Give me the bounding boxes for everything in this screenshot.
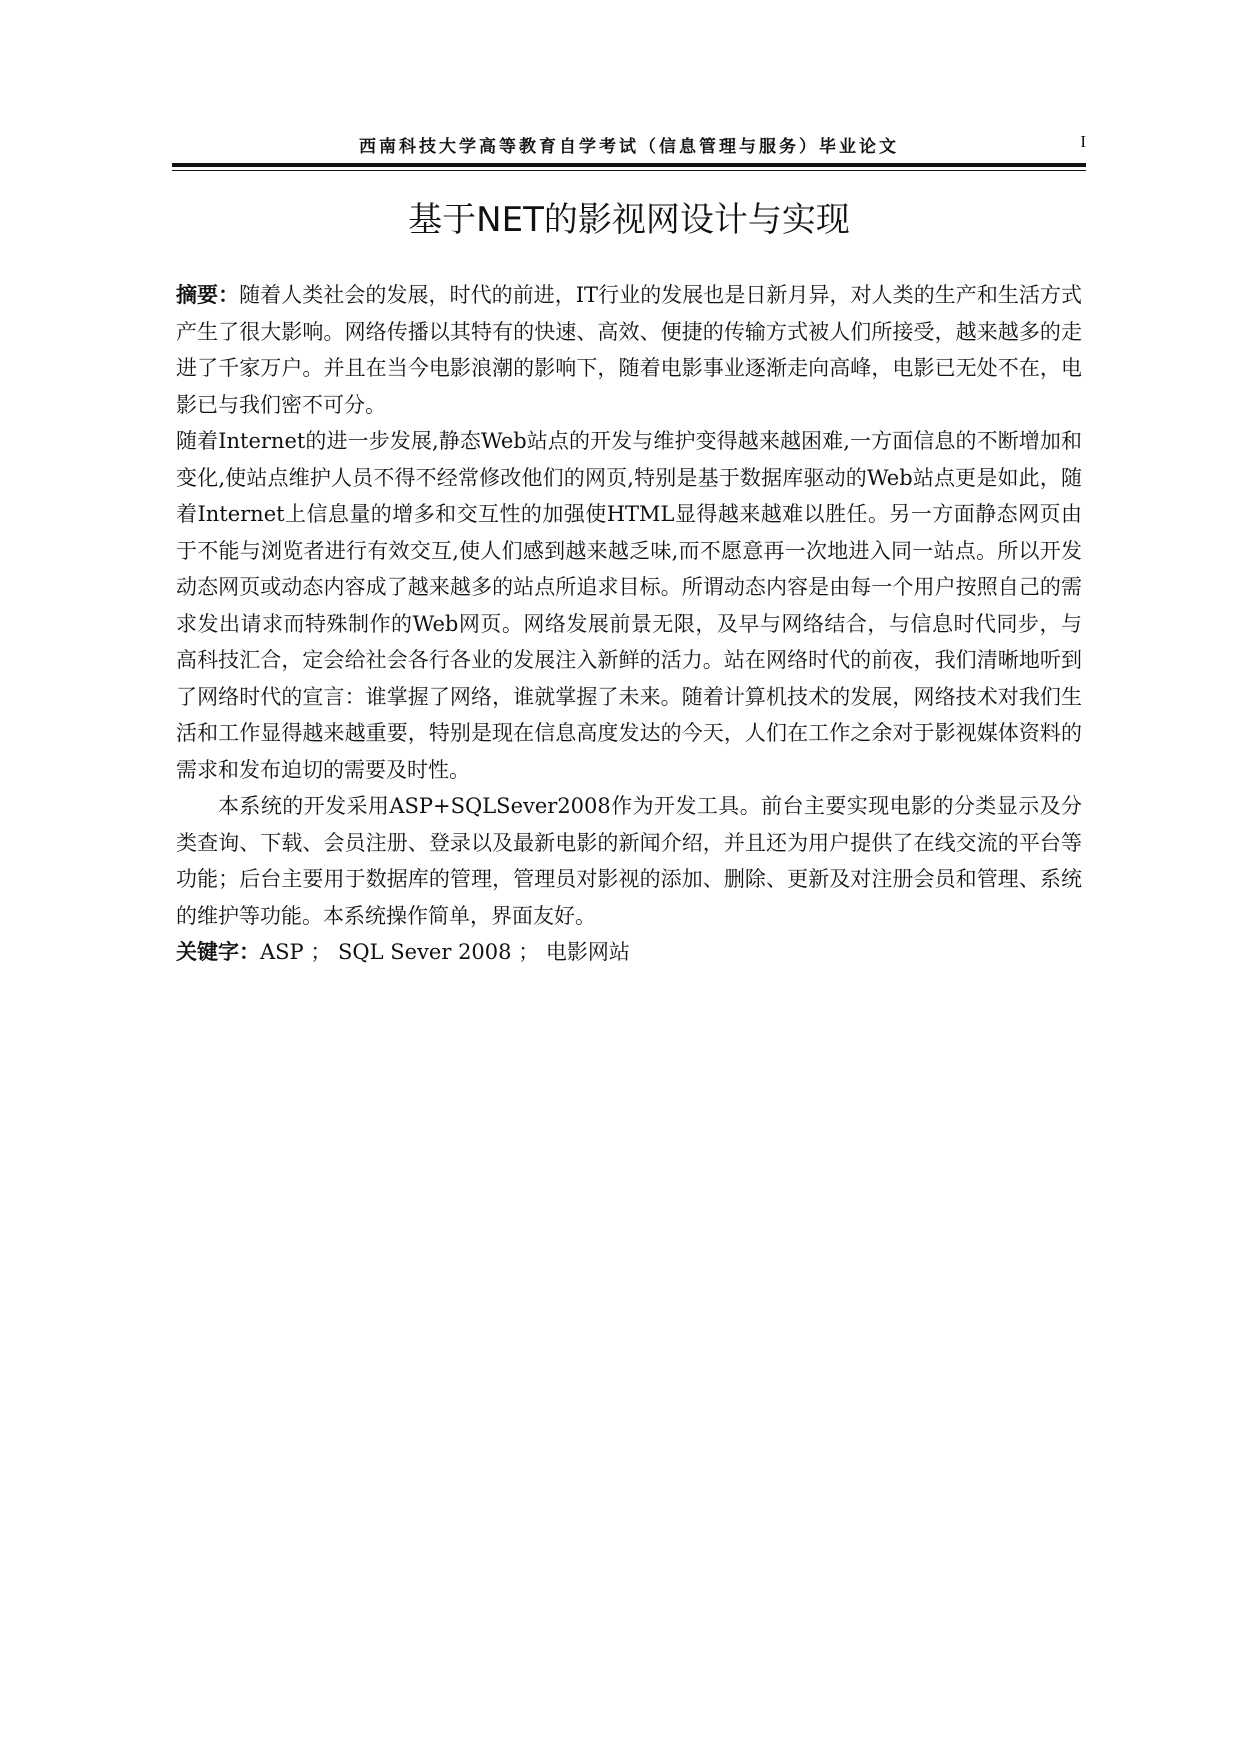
abstract-paragraph-2: 随着Internet的进一步发展,静态Web站点的开发与维护变得越来越困难,一方面信息的不断增加和变化,使站点维护人员不得不经常修改他们的网页,特别是基于数据库驱动的Web站点更是如此，随着Internet上信息量的增多和交互性的加强使HTML显得越来越难以胜任。另一方面静态网页由于不能与浏览者进行有效交互,使人们感到越来越乏味,而不愿意再一次地进入同一站点。所以开发动态网页或动态内容成了越来越多的站点所追求目标。所谓动态内容是由每一个用户按照自己的需求发出请求而特殊制作的Web网页。网络发展前景无限，及早与网络结合，与信息时代同步，与高科技汇合，定会给社会各行各业的发展注入新鲜的活力。站在网络时代的前夜，我们清晰地听到了网络时代的宣言：谁掌握了网络，谁就掌握了未来。随着计算机技术的发展，网络技术对我们生活和工作显得越来越重要，特别是现在信息高度发达的今天，人们在工作之余对于影视媒体资料的需求和发布迫切的需要及时性。 — [176, 429, 1082, 782]
keywords-label: 关键字： — [176, 940, 260, 964]
keywords-line — [176, 934, 1082, 971]
abstract-label: 摘要： — [176, 283, 240, 307]
abstract-text-1: 随着人类社会的发展，时代的前进，IT行业的发展也是日新月异，对人类的生产和生活方式产生了很大影响。网络传播以其特有的快速、高效、便捷的传输方式被人们所接受，越来越多的走进了千家万户。并且在当今电影浪潮的影响下，随着电影事业逐渐走向高峰，电影已无处不在，电影已与我们密不可分。 — [176, 283, 1082, 417]
keywords-text: ASP ； SQL Sever 2008 ； 电影网站 — [260, 940, 630, 964]
header-rule-thick — [172, 163, 1086, 167]
abstract-paragraph-3: 本系统的开发采用ASP+SQLSever2008作为开发工具。前台主要实现电影的分类显示及分类查询、下载、会员注册、登录以及最新电影的新闻介绍，并且还为用户提供了在线交流的平台等功能；后台主要用于数据库的管理，管理员对影视的添加、删除、更新及对注册会员和管理、系统的维护等功能。本系统操作简单，界面友好。 — [176, 794, 1082, 928]
abstract-section — [176, 277, 1082, 971]
running-header — [172, 128, 1086, 158]
page-number: I — [1080, 132, 1086, 151]
abstract-paragraph-1 — [176, 277, 1082, 423]
running-header-title: 西南科技大学高等教育自学考试（信息管理与服务）毕业论文 — [359, 137, 899, 157]
header-rule-thin — [172, 170, 1086, 171]
paper-title: 基于NET的影视网设计与实现 — [408, 200, 850, 240]
